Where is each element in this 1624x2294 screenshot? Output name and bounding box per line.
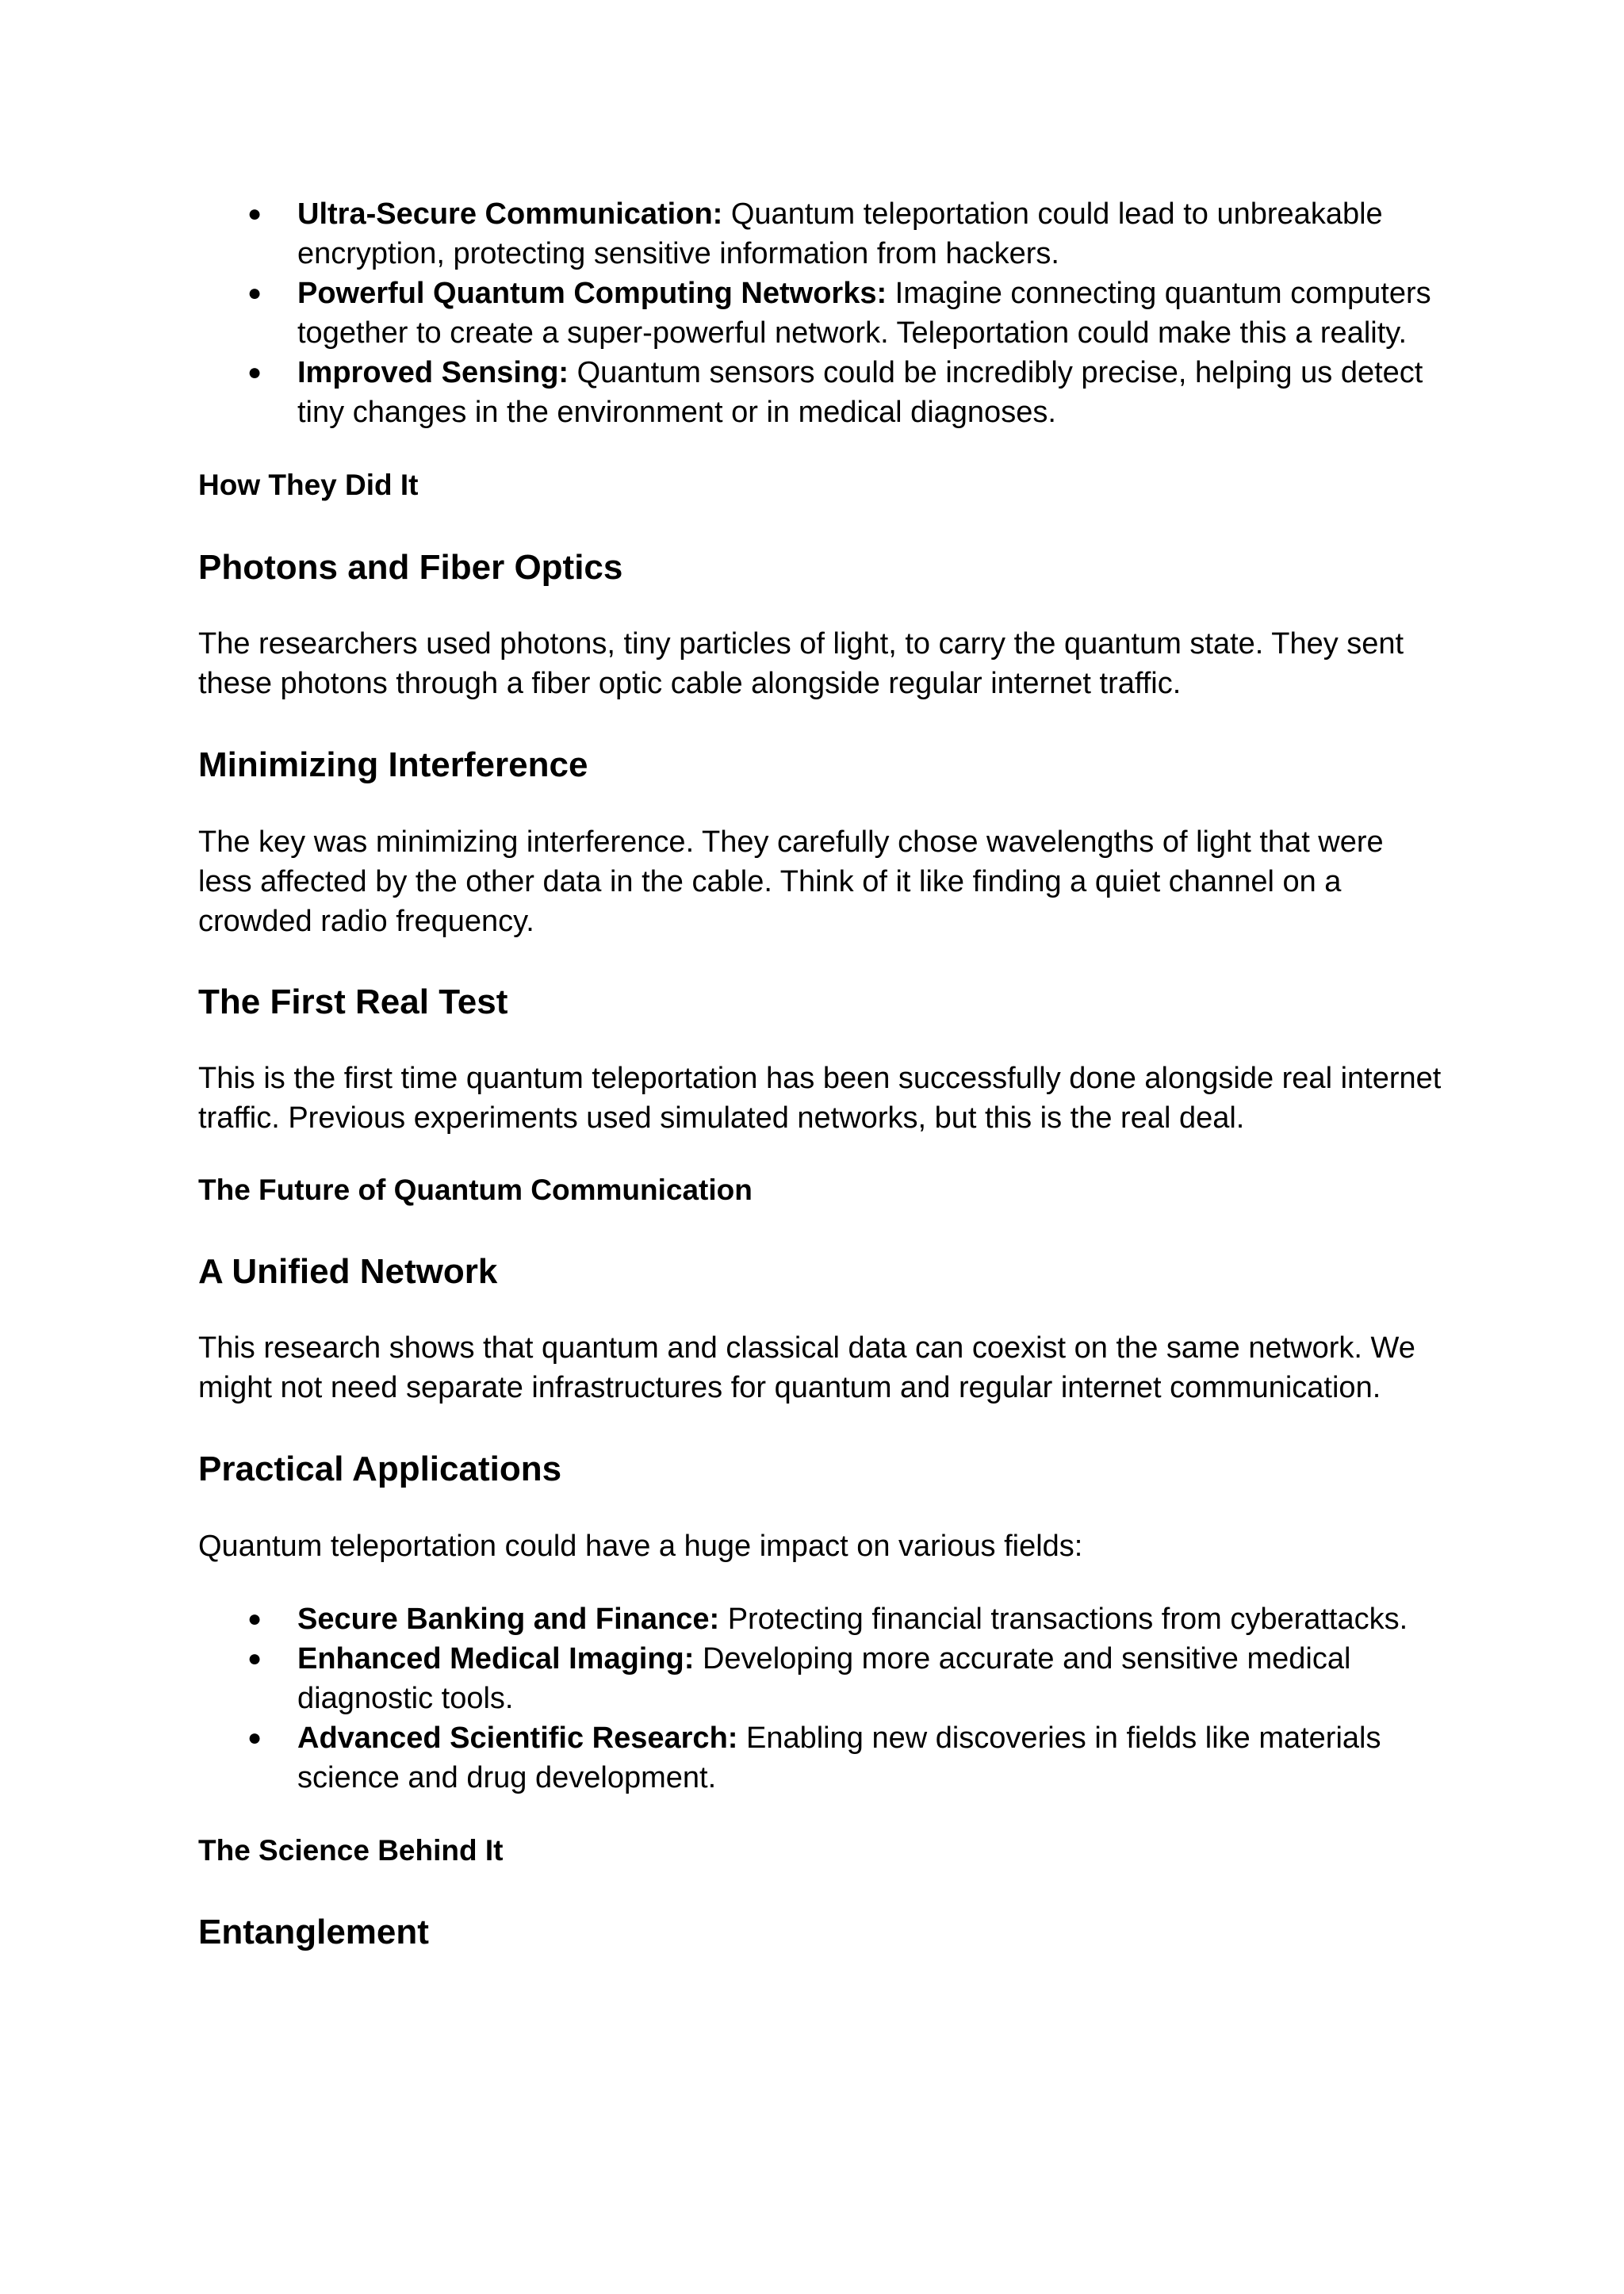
- bullet-icon: ●: [247, 1645, 262, 1672]
- list-item-term: Enhanced Medical Imaging:: [297, 1642, 695, 1676]
- benefits-list: [198, 194, 1443, 432]
- list-item: [198, 1639, 1443, 1718]
- section-heading-how: How They Did It: [198, 469, 419, 501]
- heading-unified: A Unified Network: [198, 1252, 498, 1291]
- list-item: [198, 353, 1443, 432]
- list-item: [198, 1718, 1443, 1798]
- paragraph-first-test: This is the first time quantum teleportation has been successfully done alongside real internet traffic. Previous experiments used simulated networks, but this is the real deal.: [198, 1062, 1442, 1135]
- paragraph-photons: The researchers used photons, tiny particles of light, to carry the quantum state. They sent these photons through a fiber optic cable alongside regular internet traffic.: [198, 627, 1404, 700]
- document-page: [198, 0, 1443, 2294]
- section-heading-future: The Future of Quantum Communication: [198, 1174, 753, 1206]
- list-item-term: Secure Banking and Finance:: [297, 1603, 720, 1636]
- list-item-text: Quantum sensors could be incredibly precise, helping us detect tiny changes in the environment or in medical diagnoses.: [297, 356, 1423, 429]
- section-heading-science: The Science Behind It: [198, 1834, 504, 1867]
- bullet-icon: ●: [247, 280, 262, 306]
- applications-list: [198, 1599, 1443, 1798]
- list-item-text: Quantum teleportation could lead to unbreakable encryption, protecting sensitive information from hackers.: [297, 197, 1383, 270]
- heading-interference: Minimizing Interference: [198, 745, 588, 784]
- bullet-icon: ●: [247, 359, 262, 385]
- bullet-icon: ●: [247, 201, 262, 227]
- list-item-term: Advanced Scientific Research:: [297, 1721, 738, 1755]
- list-item: [198, 1599, 1443, 1639]
- bullet-icon: ●: [247, 1725, 262, 1751]
- heading-entanglement: Entanglement: [198, 1913, 429, 1951]
- heading-first-test: The First Real Test: [198, 982, 508, 1021]
- paragraph-interference: The key was minimizing interference. They carefully chose wavelengths of light that were less affected by the other data in the cable. Think of it like finding a quiet channel on a crowded radio frequency.: [198, 825, 1384, 938]
- list-item-text: Enabling new discoveries in fields like materials science and drug development.: [297, 1721, 1381, 1794]
- list-item: [198, 194, 1443, 274]
- list-item-term: Improved Sensing:: [297, 356, 569, 389]
- paragraph-unified: This research shows that quantum and classical data can coexist on the same network. We might not need separate infrastructures for quantum and regular internet communication.: [198, 1331, 1415, 1404]
- heading-photons: Photons and Fiber Optics: [198, 548, 623, 587]
- list-item-term: Powerful Quantum Computing Networks:: [297, 277, 887, 310]
- paragraph-practical: Quantum teleportation could have a huge impact on various fields:: [198, 1530, 1083, 1563]
- list-item-text: Developing more accurate and sensitive medical diagnostic tools.: [297, 1642, 1351, 1715]
- heading-practical: Practical Applications: [198, 1450, 562, 1488]
- bullet-icon: ●: [247, 1606, 262, 1632]
- list-item-term: Ultra-Secure Communication:: [297, 197, 723, 231]
- list-item-text: Imagine connecting quantum computers together to create a super-powerful network. Teleportation could make this a reality.: [297, 277, 1431, 350]
- list-item: [198, 274, 1443, 353]
- list-item-text: Protecting financial transactions from cyberattacks.: [719, 1603, 1408, 1636]
